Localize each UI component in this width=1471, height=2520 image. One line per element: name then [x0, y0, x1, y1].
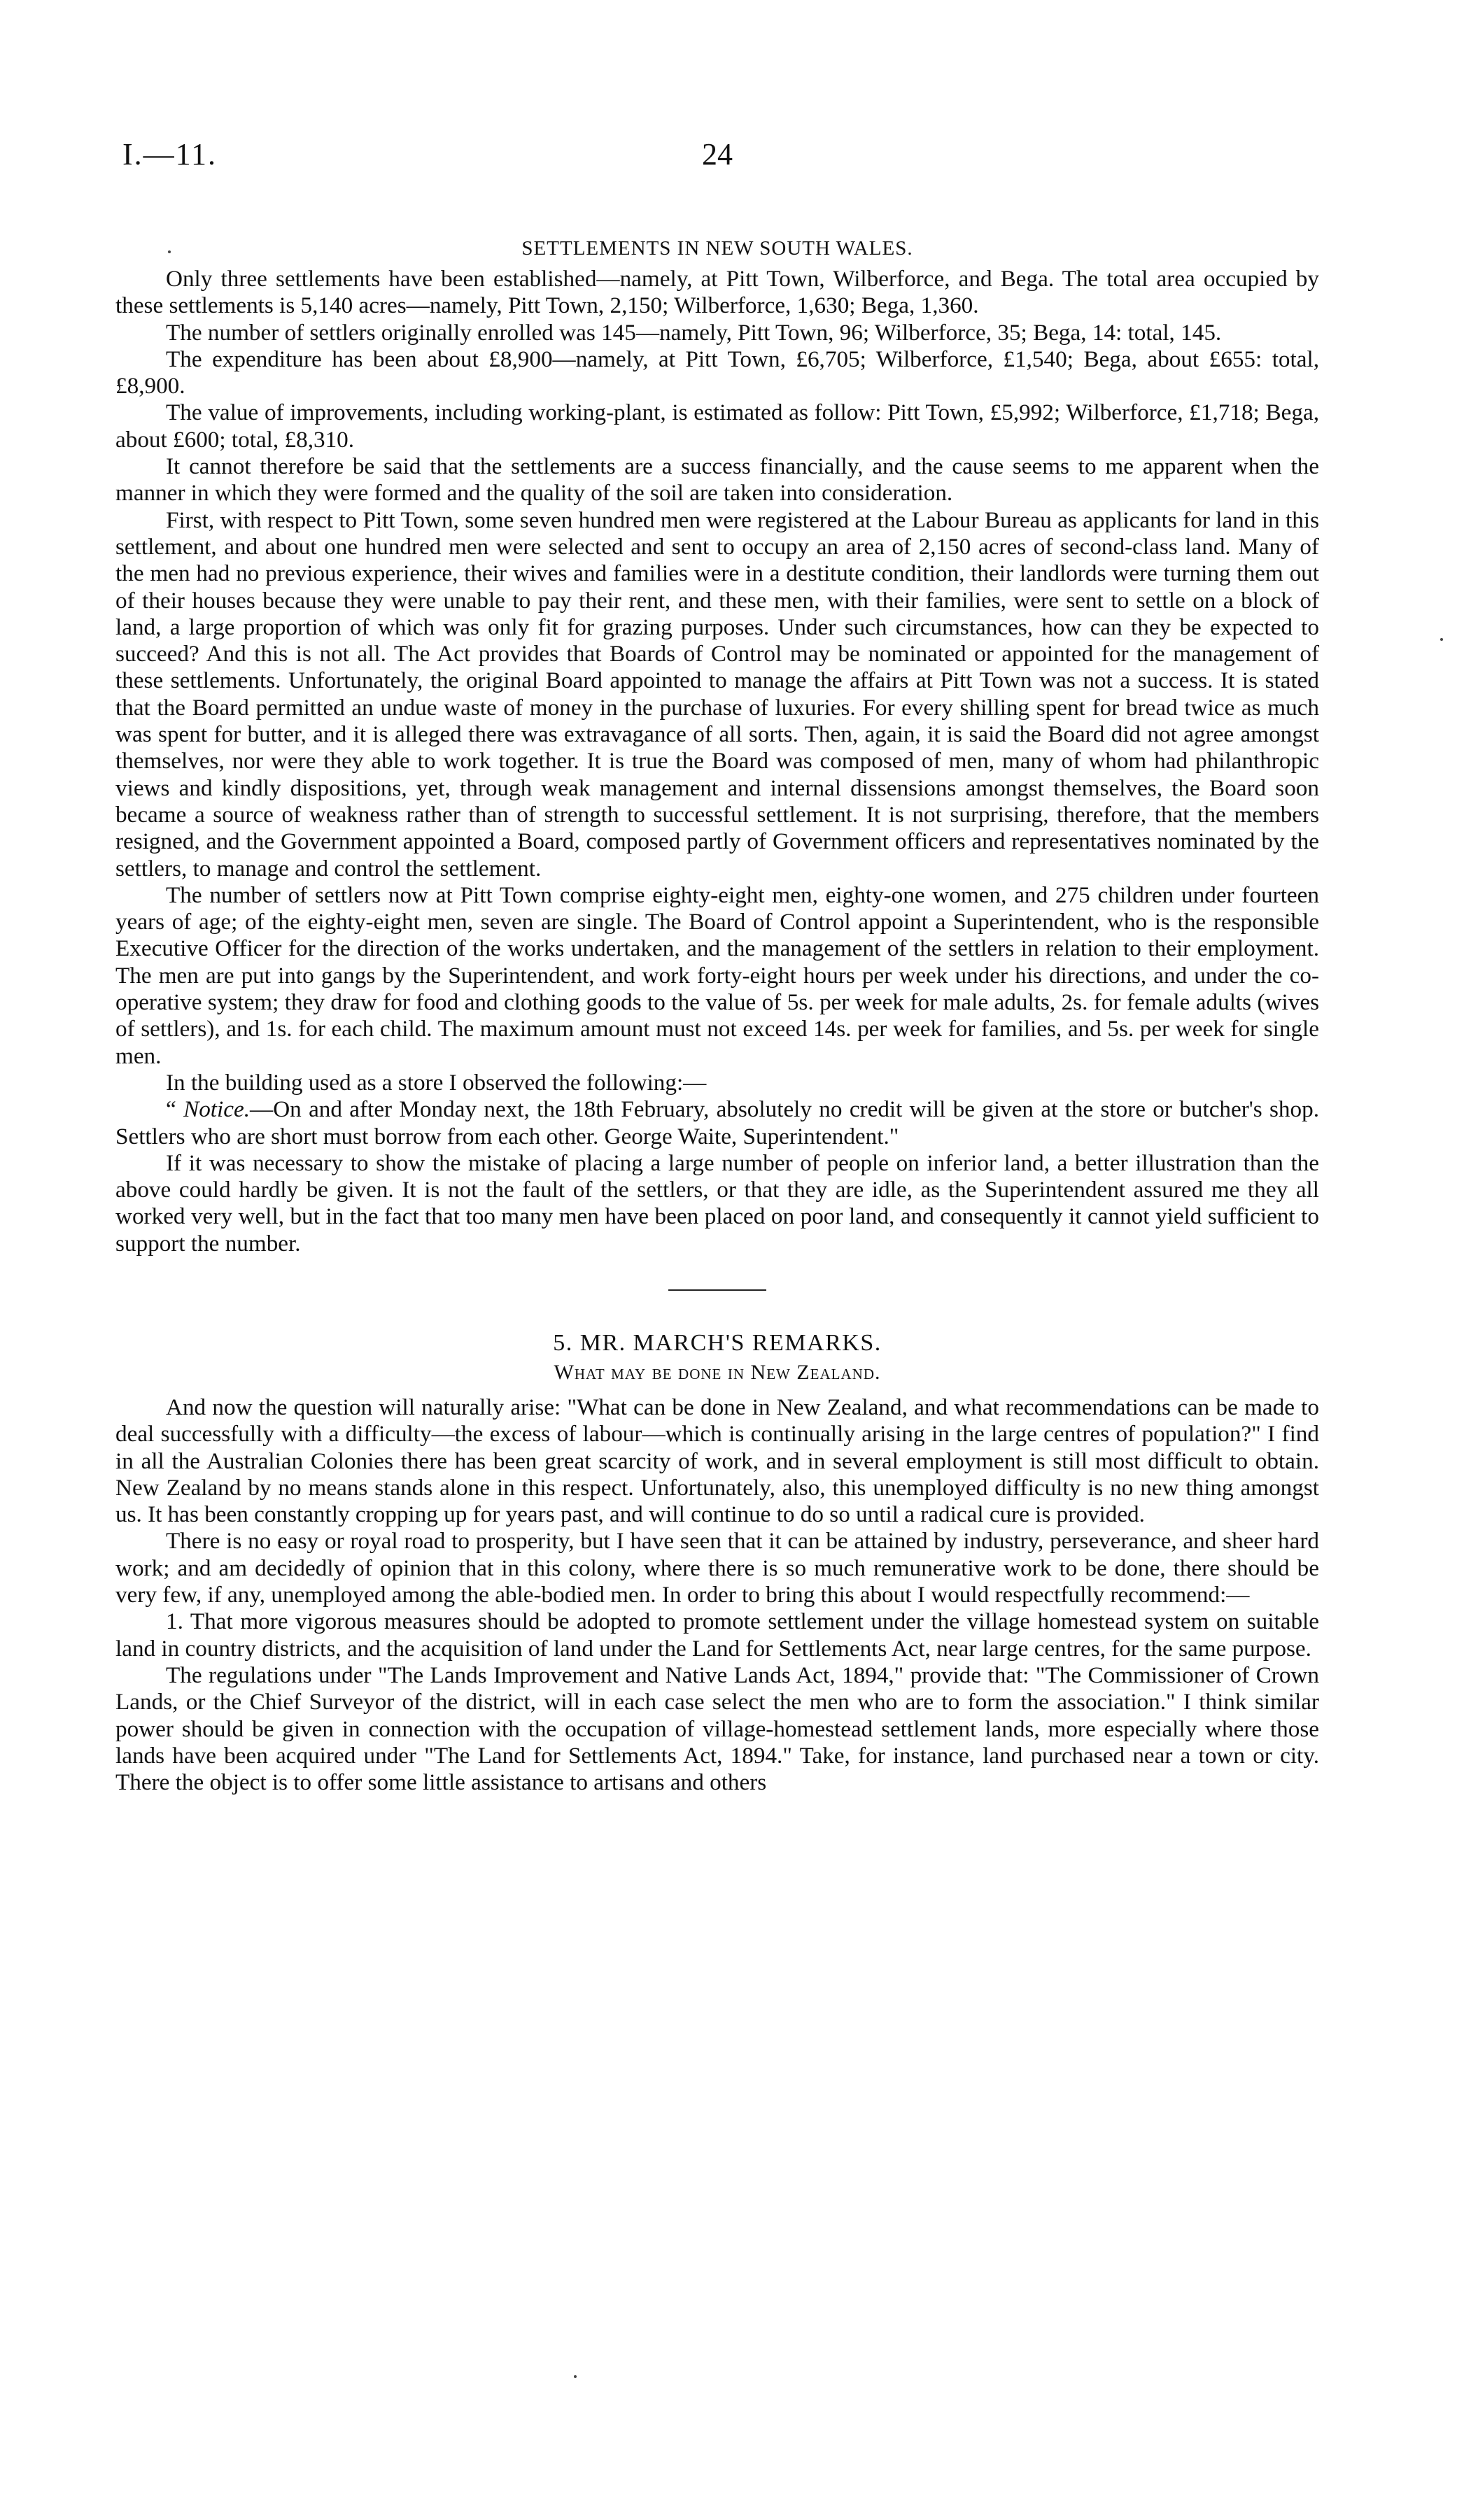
scan-speck	[1440, 638, 1443, 641]
paragraph: If it was necessary to show the mistake of placing a large number of people on inferior land, a better illustration than the above could hardly be given. It is not the fault of the settlers, or that they are idle, as the Superintendent assured me they all worked very well, but in the fact that too many men have been placed on poor land, and consequently it cannot yield sufficient to support the number.	[115, 1149, 1319, 1257]
section-title-remarks: 5. MR. MARCH'S REMARKS.	[553, 1329, 882, 1356]
notice-text: —On and after Monday next, the 18th February, absolutely no credit will be given at the store or butcher's shop. Settlers who are short must borrow from each other. George Waite, Superintendent."	[115, 1096, 1320, 1149]
paragraph: Only three settlements have been established—namely, at Pitt Town, Wilberforce, and Bega. The total area occupied by these settlements is 5,140 acres—namely, Pitt Town, 2,150; Wilberforce, 1,630; Bega, 1,360.	[115, 266, 1319, 319]
paragraph: And now the question will naturally arise: "What can be done in New Zealand, and what recommendations can be made to deal successfully with a difficulty—the excess of labour—which is continually arising in the large centres of population?" I find in all the Australian Colonies there has been great scarcity of work, and in several employment is still most difficult to obtain. New Zealand by no means stands alone in this respect. Unfortunately, also, this unemployed difficulty is no new thing amongst us. It has been constantly cropping up for years past, and will continue to do so until a radical cure is provided.	[115, 1394, 1319, 1528]
section-title-nsw: SETTLEMENTS IN NEW SOUTH WALES.	[521, 237, 913, 260]
paragraph: First, with respect to Pitt Town, some seven hundred men were registered at the Labour Bureau as applicants for land in this settlement, and about one hundred men were selected and sent to occupy an area of 2,150 acres of second-class land. Many of the men had no previous experience, their wives and families were in a destitute condition, their landlords were turning them out of their houses because they were unable to pay their rent, and these men, with their families, were sent to settle on a block of land, a large proportion of which was only fit for grazing purposes. Under such circumstances, how can they be expected to succeed? And this is not all. The Act provides that Boards of Control may be nominated or appointed for the management of these settlements. Unfortunately, the original Board appointed to manage the affairs at Pitt Town was not a success. It is stated that the Board permitted an undue waste of money in the purchase of luxuries. For every shilling spent for bread twice as much was spent for butter, and it is alleged there was extravagance of all sorts. Then, again, it is said the Board did not agree amongst themselves, nor were they able to work together. It is true the Board was composed of men, many of whom had philanthropic views and kindly dispositions, yet, through weak management and internal dissensions amongst themselves, the Board soon became a source of weakness rather than of strength to successful settlement. It is not surprising, therefore, that the members resigned, and the Government appointed a Board, composed partly of Government officers and representatives nominated by the settlers, to manage and control the settlement.	[115, 507, 1319, 882]
paragraph: In the building used as a store I observed the following:—	[166, 1069, 707, 1096]
recommendation-item: 1. That more vigorous measures should be adopted to promote settlement under the village homestead system on suitable land in country districts, and the acquisition of land under the Land for Settlements Act, near large centres, for the same purpose.	[115, 1608, 1319, 1662]
paragraph: The value of improvements, including working-plant, is estimated as follow: Pitt Town, £5,992; Wilberforce, £1,718; Bega, about £600; total, £8,310.	[115, 399, 1319, 453]
document-page	[115, 136, 1319, 1796]
scan-speck	[168, 250, 171, 253]
document-reference: I.—11.	[122, 137, 218, 171]
paragraph: The regulations under "The Lands Improvement and Native Lands Act, 1894," provide that: "The Commissioner of Crown Lands, or the Chief Surveyor of the district, will in each case select the men who are to form the association." I think similar power should be given in connection with the occupation of village-homestead settlement lands, more especially where those lands have been acquired under "The Land for Settlements Act, 1894." Take, for instance, land purchased near a town or city. There the object is to offer some little assistance to artisans and others	[115, 1662, 1319, 1796]
paragraph: The number of settlers originally enrolled was 145—namely, Pitt Town, 96; Wilberforce, 35; Bega, 14: total, 145.	[166, 319, 1222, 346]
section-subtitle: What may be done in New Zealand.	[554, 1360, 881, 1384]
page-number: 24	[702, 137, 733, 171]
scan-speck	[574, 2375, 577, 2378]
page-header	[115, 136, 1319, 185]
section-divider	[668, 1289, 766, 1291]
paragraph: It cannot therefore be said that the settlements are a success financially, and the cause seems to me apparent when the manner in which they were formed and the quality of the soil are taken into consideration.	[115, 453, 1319, 507]
notice-label: Notice.	[183, 1096, 250, 1123]
paragraph: The number of settlers now at Pitt Town comprise eighty-eight men, eighty-one women, and 275 children under fourteen years of age; of the eighty-eight men, seven are single. The Board of Control appoint a Superintendent, who is the responsible Executive Officer for the direction of the works undertaken, and the management of the settlers in relation to their employment. The men are put into gangs by the Superintendent, and work forty-eight hours per week under his directions, and under the co-operative system; they draw for food and clothing goods to the value of 5s. per week for male adults, 2s. for female adults (wives of settlers), and 1s. for each child. The maximum amount must not exceed 14s. per week for families, and 5s. per week for single men.	[115, 882, 1319, 1069]
paragraph: The expenditure has been about £8,900—namely, at Pitt Town, £6,705; Wilberforce, £1,540; Bega, about £655: total, £8,900.	[115, 346, 1319, 399]
notice-quote: “ Notice.—On and after Monday next, the 18th February, absolutely no credit will be given at the store or butcher's shop. Settlers who are short must borrow from each other. George Waite, Superintendent."	[115, 1096, 1320, 1149]
paragraph: There is no easy or royal road to prosperity, but I have seen that it can be attained by industry, perseverance, and sheer hard work; and am decidedly of opinion that in this colony, where there is so much remunerative work to be done, there should be very few, if any, unemployed among the able-bodied men. In order to bring this about I would respectfully recommend:—	[115, 1528, 1319, 1608]
